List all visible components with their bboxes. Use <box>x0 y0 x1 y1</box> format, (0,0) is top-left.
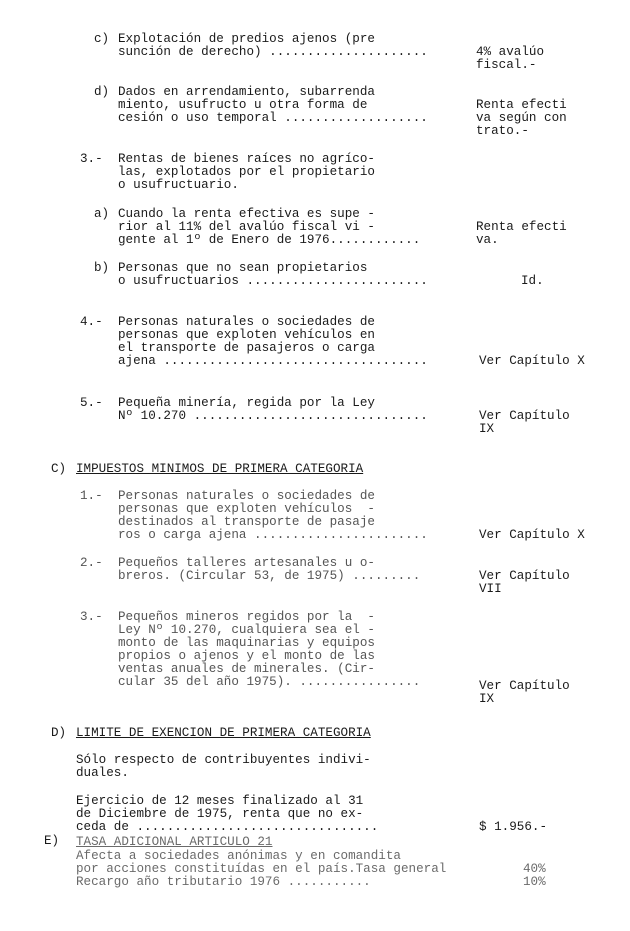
item-value: VII <box>479 582 502 596</box>
item-line: cesión o uso temporal ................... <box>118 111 428 125</box>
section-heading: IMPUESTOS MINIMOS DE PRIMERA CATEGORIA <box>76 462 364 476</box>
item-value: fiscal.- <box>476 58 537 72</box>
item-line: personas que exploten vehículos en <box>118 328 375 342</box>
item-line: de Diciembre de 1975, renta que no ex- <box>76 807 364 821</box>
item-line: sunción de derecho) ..................... <box>118 45 428 59</box>
item-value: Renta efecti <box>476 98 567 112</box>
item-key: c) <box>94 32 110 46</box>
item-value: Id. <box>521 274 544 288</box>
item-value: Ver Capítulo X <box>479 354 585 368</box>
section-heading: LIMITE DE EXENCION DE PRIMERA CATEGORIA <box>76 726 371 740</box>
item-line: personas que exploten vehículos - <box>118 502 375 516</box>
rate-value: 10% <box>523 875 546 889</box>
item-line: el transporte de pasajeros o carga <box>118 341 375 355</box>
item-value: va según con <box>476 111 567 125</box>
item-line: destinados al transporte de pasaje <box>118 515 375 529</box>
item-line: Explotación de predios ajenos (pre <box>118 32 375 46</box>
intro-line: duales. <box>76 766 129 780</box>
item-key: b) <box>94 261 110 275</box>
item-line: Rentas de bienes raíces no agríco- <box>118 152 375 166</box>
item-value: $ 1.956.- <box>479 820 548 834</box>
item-line: breros. (Circular 53, de 1975) ......... <box>118 569 421 583</box>
item-line: Nº 10.270 ............................... <box>118 409 428 423</box>
item-value: Ver Capítulo <box>479 569 570 583</box>
item-line: Personas naturales o sociedades de <box>118 489 375 503</box>
item-line: ceda de ................................ <box>76 820 379 834</box>
item-key: 1.- <box>80 489 103 503</box>
item-key: 2.- <box>80 556 103 570</box>
item-value: va. <box>476 233 499 247</box>
item-key: a) <box>94 207 110 221</box>
item-line: rior al 11% del avalúo fiscal vi - <box>118 220 375 234</box>
section-heading: TASA ADICIONAL ARTICULO 21 <box>76 835 273 849</box>
item-key: d) <box>94 85 110 99</box>
item-line: Pequeños talleres artesanales u o- <box>118 556 375 570</box>
item-value: 4% avalúo <box>476 45 545 59</box>
item-line: miento, usufructo u otra forma de <box>118 98 368 112</box>
item-value: Renta efecti <box>476 220 567 234</box>
item-line: o usufructuario. <box>118 178 239 192</box>
item-line: Ejercicio de 12 meses finalizado al 31 <box>76 794 364 808</box>
rate-value: 40% <box>523 862 546 876</box>
item-key: 5.- <box>80 396 103 410</box>
item-line: por acciones constituídas en el país.Tasa general <box>76 862 447 876</box>
section-key: E) <box>44 834 60 848</box>
item-line: Cuando la renta efectiva es supe - <box>118 207 375 221</box>
item-value: Ver Capítulo <box>479 409 570 423</box>
section-key: D) <box>51 726 67 740</box>
item-value: IX <box>479 692 495 706</box>
item-line: Pequeños mineros regidos por la - <box>118 610 375 624</box>
item-line: ventas anuales de minerales. (Cir- <box>118 662 375 676</box>
item-value: Ver Capítulo <box>479 679 570 693</box>
item-line: ajena ................................... <box>118 354 428 368</box>
item-line: las, explotados por el propietario <box>118 165 375 179</box>
item-value: IX <box>479 422 495 436</box>
item-line: Afecta a sociedades anónimas y en comandita <box>76 849 401 863</box>
item-line: cular 35 del año 1975). ................ <box>118 675 421 689</box>
item-line: o usufructuarios ........................ <box>118 274 428 288</box>
item-key: 3.- <box>80 610 103 624</box>
item-value: trato.- <box>476 124 529 138</box>
item-key: 4.- <box>80 315 103 329</box>
item-line: Ley Nº 10.270, cualquiera sea el - <box>118 623 375 637</box>
item-line: gente al 1º de Enero de 1976............ <box>118 233 421 247</box>
item-line: Personas naturales o sociedades de <box>118 315 375 329</box>
item-line: monto de las maquinarias y equipos <box>118 636 375 650</box>
section-key: C) <box>51 462 67 476</box>
item-line: Dados en arrendamiento, subarrenda <box>118 85 375 99</box>
item-line: Recargo año tributario 1976 ........... <box>76 875 371 889</box>
item-key: 3.- <box>80 152 103 166</box>
item-value: Ver Capítulo X <box>479 528 585 542</box>
item-line: Personas que no sean propietarios <box>118 261 368 275</box>
item-line: ros o carga ajena ....................... <box>118 528 428 542</box>
intro-line: Sólo respecto de contribuyentes indivi- <box>76 753 371 767</box>
item-line: Pequeña minería, regida por la Ley <box>118 396 375 410</box>
item-line: propios o ajenos y el monto de las <box>118 649 375 663</box>
